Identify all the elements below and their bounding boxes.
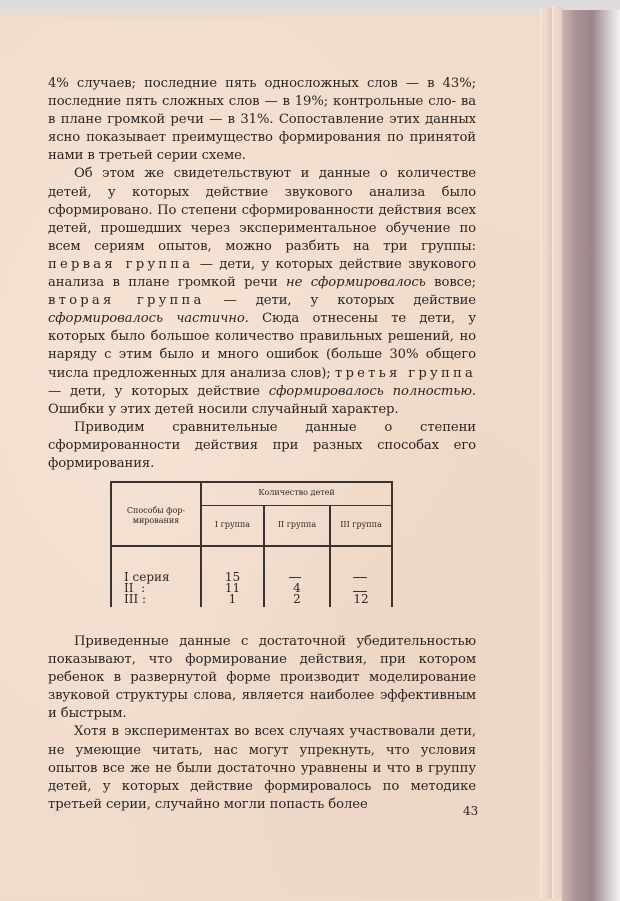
spaced-emphasis: первая группа xyxy=(48,256,194,272)
paragraph-5: Хотя в экспериментах во всех случаях участвовали дети, не умеющие читать, нас могут упрекнуть, что условия опытов все же не были достаточно уравнены и что в группу детей, у которых действие формировалось по методике третьей серии, случайно могли попасть более xyxy=(48,724,476,812)
table-border xyxy=(110,481,112,607)
text-line: последние пять сложных слов — в 19%; контрольные сло- xyxy=(48,94,456,110)
cell-value: 2 xyxy=(293,592,301,606)
italic-emphasis: не сформировалось xyxy=(286,275,426,291)
text-line: принятой нами в третьей серии схеме. xyxy=(48,130,476,164)
cell-value: 11 xyxy=(224,581,241,595)
row-header-label xyxy=(112,506,200,526)
results-table xyxy=(110,481,393,607)
text-segment: — дети, у которых действие xyxy=(48,383,269,399)
cell-value: 4 xyxy=(293,581,301,595)
text-segment: — дети, у которых действие xyxy=(204,293,476,309)
paragraph-1 xyxy=(48,75,476,165)
empty-dash xyxy=(353,577,367,578)
text-line: 4% случаев; последние пять односложных слов — в 43%; xyxy=(48,76,476,91)
italic-emphasis: сформировалось полностью. xyxy=(268,383,476,399)
table-rule xyxy=(110,545,393,547)
text-line: ва в плане громкой речи — в 31%. Сопоставление этих xyxy=(48,94,477,128)
group-header: Количество детей xyxy=(258,488,335,497)
header-line: Способы фор- xyxy=(126,506,186,515)
spaced-emphasis: вторая группа xyxy=(48,293,205,309)
table-rule xyxy=(200,505,393,506)
row-label: II : xyxy=(124,581,146,595)
cell-value: 15 xyxy=(224,570,241,584)
page-number: 43 xyxy=(463,804,479,818)
book-cover-shadow xyxy=(562,10,620,901)
row-label: I серия xyxy=(124,570,170,584)
paragraph-3: Приводим сравнительные данные о степени сформированности действия при разных способах его формирования. xyxy=(48,419,476,471)
empty-dash xyxy=(289,577,301,578)
row-label: III : xyxy=(124,592,147,606)
column-header: II группа xyxy=(277,520,317,529)
cell-value: 12 xyxy=(353,592,369,606)
column-header: I группа xyxy=(214,520,251,529)
paragraph-4: Приведенные данные с достаточной убедительностью показывают, что формирование действия, при котором ребенок в развернутой форме производит моделирование звуковой структуры слова, является наиболее эффективным и быстрым. xyxy=(48,634,476,722)
table-border xyxy=(391,481,393,607)
text-line: данных ясно показывает преимущество формирования по xyxy=(48,112,477,146)
italic-emphasis: сформировалось частично. xyxy=(48,311,249,327)
body-text-top xyxy=(48,75,476,473)
body-text-bottom xyxy=(48,633,476,814)
text-segment: Об этом же свидетельствуют и данные о количестве детей, у которых действие звукового анализа было сформировано. По степени сформированности действия всех детей, прошедших через экспериментальное обучение по всем сериям опытов, можно разбить на три группы: xyxy=(48,166,476,254)
text-segment: вовсе; xyxy=(425,275,476,291)
text-segment: — дети, у которых действие звукового анализа в плане громкой речи xyxy=(48,256,476,291)
text-segment: Сюда отнесены те дети, у которых было большое количество правильных решений, но наряду с этим было и много ошибок (больше 30% общего числа предложенных для анализа слов); xyxy=(48,311,476,381)
column-header: III группа xyxy=(340,520,382,529)
paragraph-2 xyxy=(48,165,476,418)
cell-value: 1 xyxy=(228,592,237,606)
header-line: мирования xyxy=(132,516,180,525)
table-rule xyxy=(110,481,393,483)
text-segment: Ошибки у этих детей носили случайный характер. xyxy=(48,401,399,417)
spaced-emphasis: третья группа xyxy=(335,365,477,381)
